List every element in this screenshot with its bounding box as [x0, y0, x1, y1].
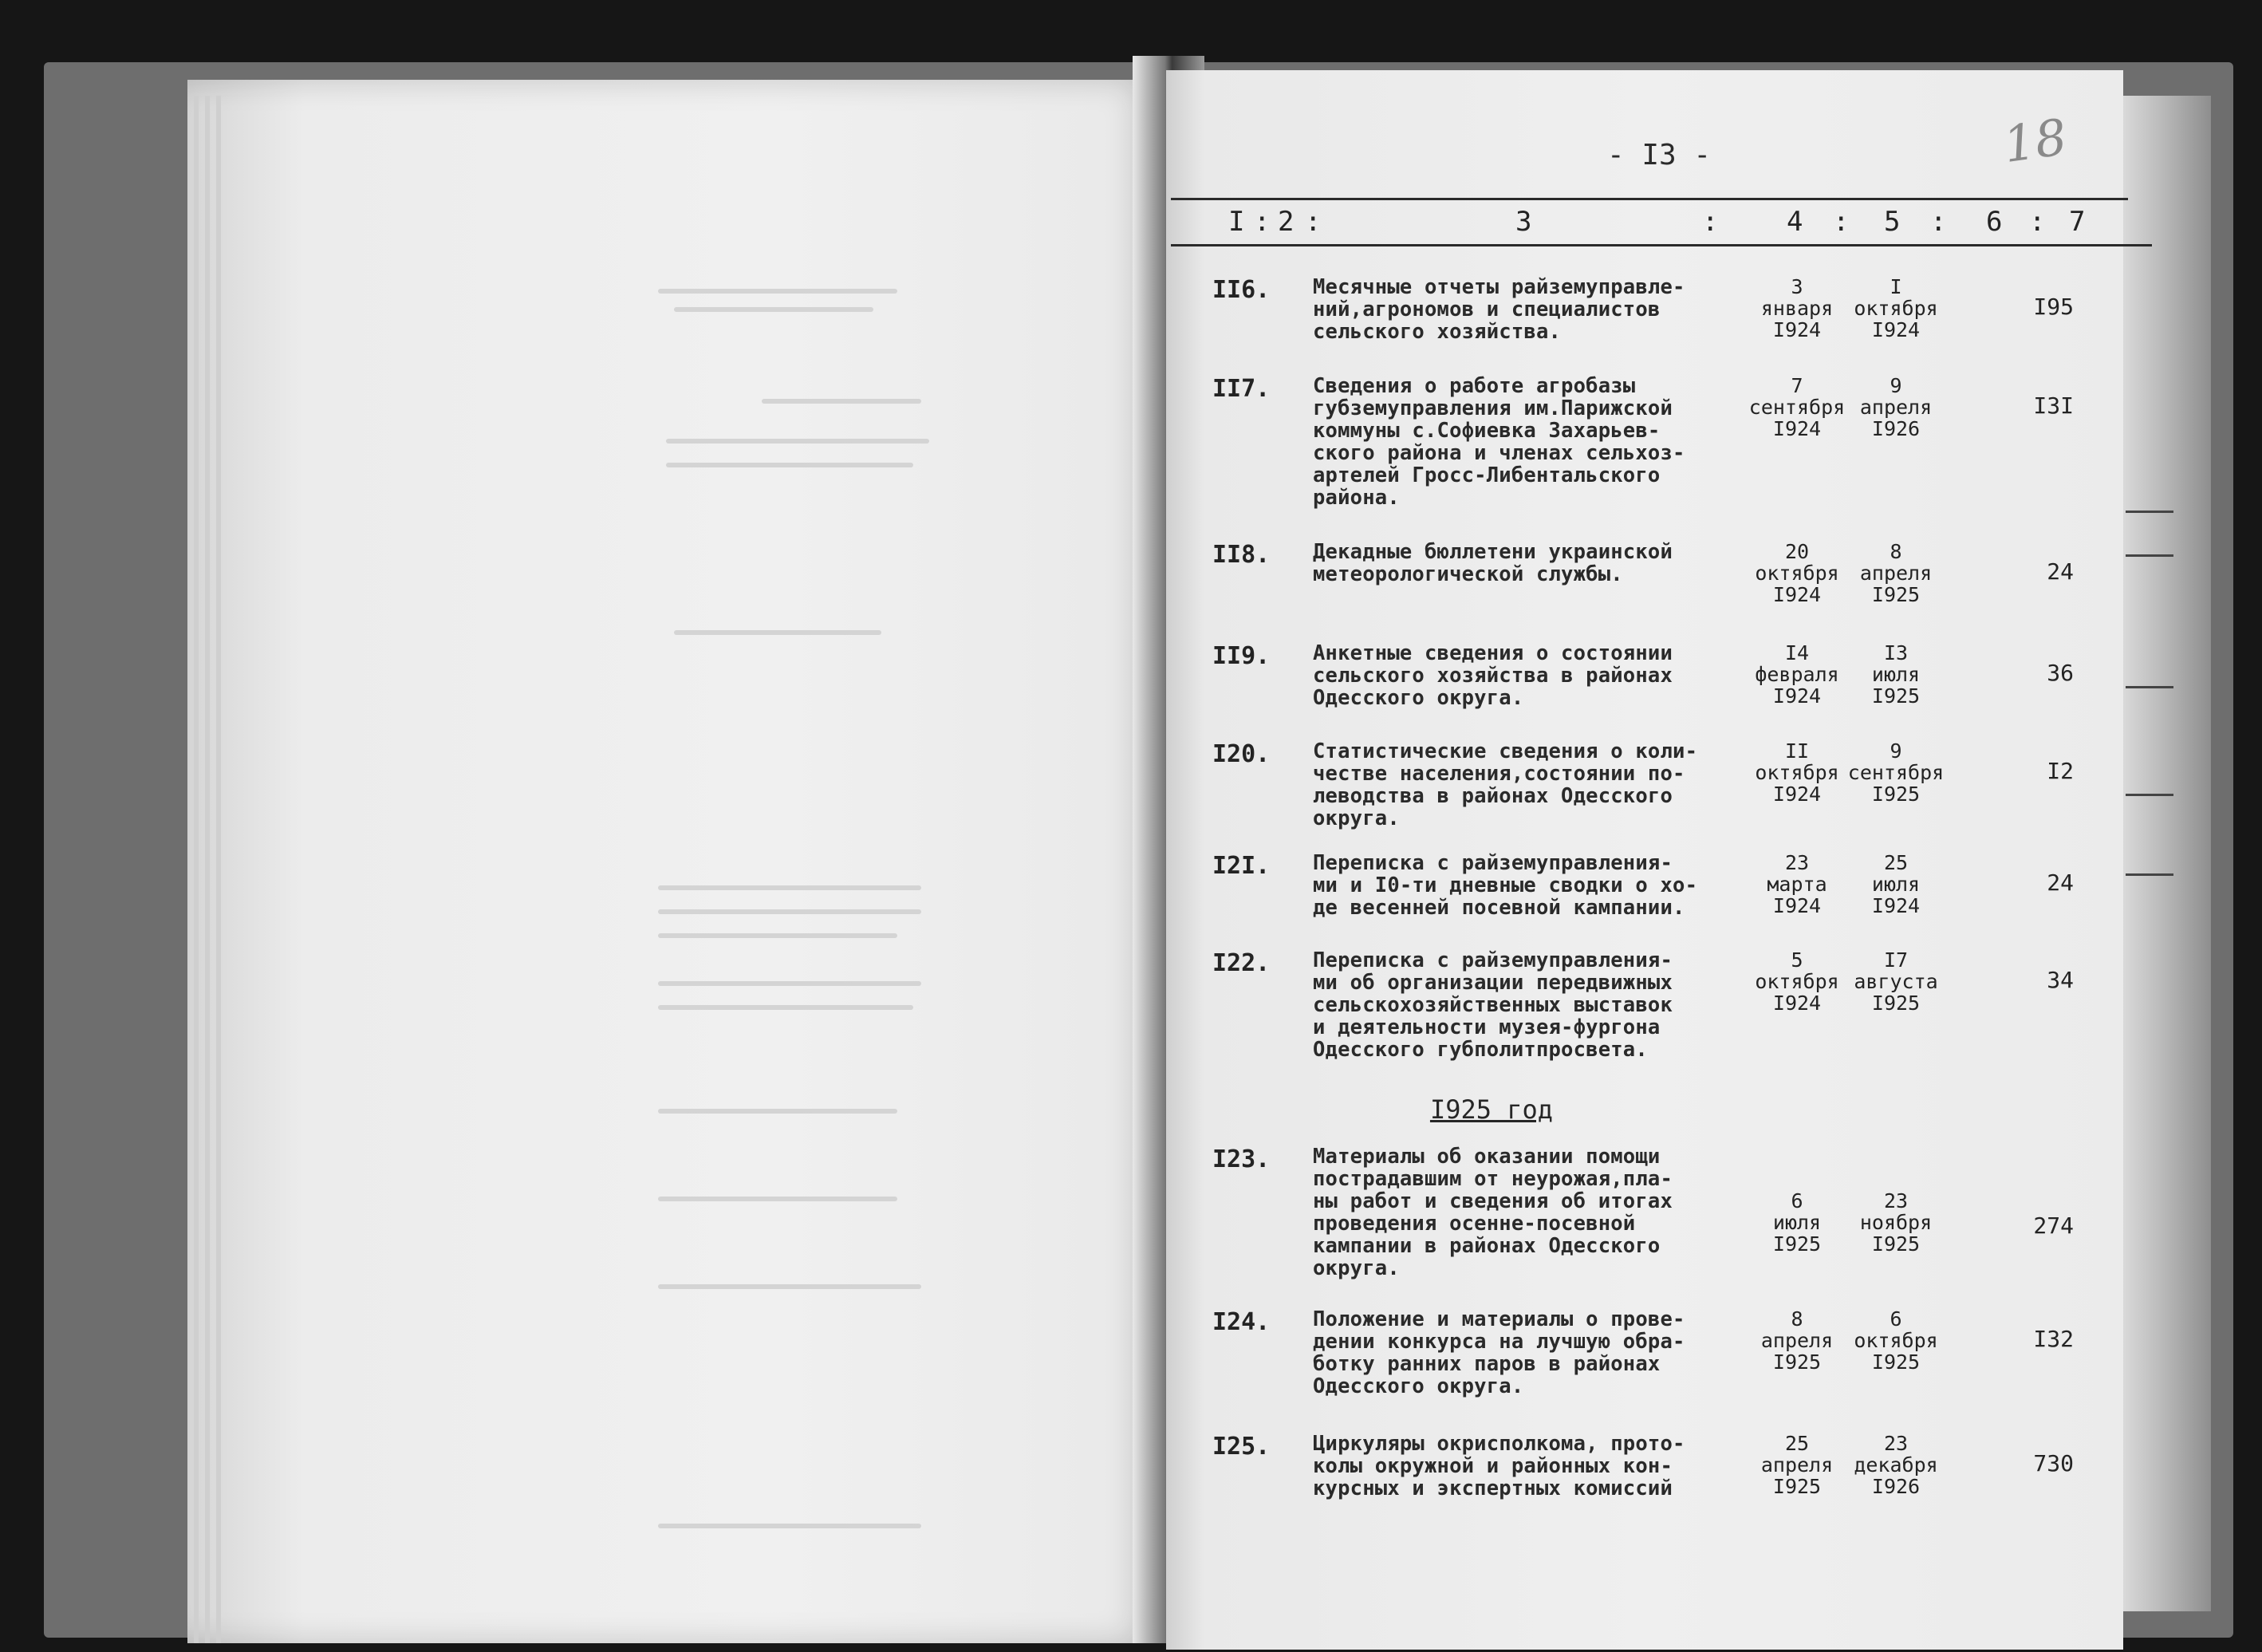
bleed-through-mark [658, 981, 921, 986]
date-part: марта [1767, 873, 1827, 896]
entry-sheet-count: I32 [2033, 1326, 2074, 1352]
date-part: I924 [1871, 318, 1921, 341]
date-part: октября [1755, 761, 1839, 784]
date-part: февраля [1755, 663, 1839, 686]
entry-title-line: леводства в районах Одесского [1313, 784, 1673, 808]
entry-title-line: Месячные отчеты райземуправле- [1313, 275, 1685, 299]
bleed-through-mark [658, 885, 921, 890]
date-part: 25 [1883, 851, 1909, 874]
page-stack-edge [2123, 96, 2211, 1611]
page-number: - I3 - [1606, 139, 1712, 172]
entry-number: II7. [1212, 375, 1271, 403]
date-part: I924 [1772, 684, 1822, 708]
header-rule-bottom [1171, 244, 2152, 246]
column-separator: : [2029, 206, 2046, 238]
entry-sheet-count: 24 [2047, 558, 2074, 585]
date-part: июля [1871, 663, 1921, 686]
header-rule-top [1171, 198, 2128, 200]
date-part: I [1890, 275, 1902, 298]
entry-number: II9. [1212, 642, 1271, 670]
entry-title-line: сельского хозяйства в районах [1313, 664, 1673, 688]
entry-title-line: Переписка с райземуправления- [1313, 851, 1673, 875]
date-part: октября [1755, 970, 1839, 993]
bleed-through-mark [658, 1197, 897, 1201]
entry-date-end [1844, 1308, 1948, 1373]
date-part: января [1760, 297, 1834, 320]
date-part: 23 [1883, 1189, 1909, 1212]
entry-number: II6. [1212, 276, 1271, 304]
date-part: 25 [1784, 1432, 1810, 1455]
entry-number: I25. [1212, 1433, 1271, 1461]
date-part: 9 [1890, 374, 1902, 397]
column-number: I [1228, 206, 1245, 238]
entry-title-line: Декадные бюллетени украинской [1313, 540, 1673, 564]
entry-title-line: честве населения,состоянии по- [1313, 762, 1685, 786]
entry-date-end [1844, 949, 1948, 1014]
date-part: 20 [1784, 540, 1810, 563]
entry-title-line: ского района и членах сельхоз- [1313, 441, 1685, 465]
edge-tick [2126, 686, 2173, 688]
entry-sheet-count: 730 [2033, 1450, 2074, 1477]
entry-title [1313, 949, 1720, 1061]
date-part: I925 [1871, 583, 1921, 606]
entry-title-line: пострадавшим от неурожая,пла- [1313, 1167, 1673, 1191]
entry-title-line: округа. [1313, 1256, 1400, 1280]
date-part: июля [1871, 873, 1921, 896]
column-number: 5 [1884, 206, 1901, 238]
entry-date-end [1844, 375, 1948, 440]
entry-title-line: колы окружной и районных кон- [1313, 1454, 1673, 1478]
entry-date-end [1844, 276, 1948, 341]
date-part: 7 [1791, 374, 1803, 397]
date-part: I924 [1871, 894, 1921, 917]
date-part: I925 [1871, 992, 1921, 1015]
date-part: 6 [1890, 1307, 1902, 1331]
date-part: I925 [1871, 1350, 1921, 1374]
entry-number: I22. [1212, 949, 1271, 977]
entry-date-start [1745, 852, 1849, 917]
date-part: 23 [1883, 1432, 1909, 1455]
year-heading: I925 год [1429, 1094, 1554, 1125]
bleed-through-mark [658, 1005, 913, 1010]
entry-date-start [1745, 1308, 1849, 1373]
entry-title [1313, 1145, 1720, 1279]
bleed-through-mark [674, 630, 881, 635]
entry-title [1313, 852, 1720, 919]
entry-date-end [1844, 642, 1948, 707]
entry-title [1313, 642, 1720, 709]
date-part: I925 [1871, 684, 1921, 708]
entry-title-line: сельского хозяйства. [1313, 320, 1562, 344]
date-part: 8 [1890, 540, 1902, 563]
column-separator: : [1702, 206, 1719, 238]
bleed-through-mark [666, 463, 913, 467]
date-part: сентября [1847, 761, 1945, 784]
page-edge [216, 96, 221, 1643]
entry-number: I20. [1212, 740, 1271, 768]
bleed-through-mark [674, 307, 873, 312]
entry-sheet-count: 274 [2033, 1212, 2074, 1239]
date-part: I926 [1871, 417, 1921, 440]
entry-number: I24. [1212, 1308, 1271, 1336]
date-part: I926 [1871, 1475, 1921, 1498]
entry-number: I23. [1212, 1145, 1271, 1173]
column-separator: : [1930, 206, 1947, 238]
entry-sheet-count: I2 [2047, 758, 2074, 784]
page-edge [194, 96, 199, 1643]
entry-title-line: Одесского округа. [1313, 686, 1524, 710]
date-part: I925 [1772, 1350, 1822, 1374]
entry-title-line: губземуправления им.Парижской [1313, 396, 1673, 420]
column-number: 4 [1787, 206, 1803, 238]
date-part: I924 [1772, 992, 1822, 1015]
entry-date-start [1745, 276, 1849, 341]
date-part: октября [1854, 297, 1938, 320]
date-part: апреля [1760, 1329, 1834, 1352]
column-separator: : [1833, 206, 1850, 238]
date-part: 3 [1791, 275, 1803, 298]
bleed-through-mark [658, 289, 897, 294]
date-part: I924 [1772, 783, 1822, 806]
entry-title-line: Одесского губполитпросвета. [1313, 1038, 1648, 1062]
entry-date-end [1844, 1190, 1948, 1255]
date-part: I924 [1772, 318, 1822, 341]
entry-title-line: метеорологической службы. [1313, 562, 1623, 586]
entry-title-line: ботку ранних паров в районах [1313, 1352, 1661, 1376]
page-edge [205, 96, 210, 1643]
entry-sheet-count: 24 [2047, 869, 2074, 896]
date-part: 8 [1791, 1307, 1803, 1331]
entry-title [1313, 1308, 1720, 1398]
date-part: I924 [1772, 417, 1822, 440]
entry-title-line: артелей Гросс-Либентальского [1313, 463, 1661, 487]
date-part: августа [1854, 970, 1938, 993]
entry-date-end [1844, 1433, 1948, 1497]
entry-date-start [1745, 740, 1849, 805]
entry-title-line: Циркуляры окрисполкома, прото- [1313, 1432, 1685, 1456]
entry-title-line: дении конкурса на лучшую обра- [1313, 1330, 1685, 1354]
entry-sheet-count: 36 [2047, 660, 2074, 686]
date-part: октября [1755, 562, 1839, 585]
entry-sheet-count: 34 [2047, 967, 2074, 993]
column-number: 2 [1278, 206, 1295, 238]
entry-date-end [1844, 852, 1948, 917]
entry-date-end [1844, 541, 1948, 605]
date-part: апреля [1859, 562, 1933, 585]
entry-number: II8. [1212, 541, 1271, 569]
entry-title-line: ний,агрономов и специалистов [1313, 298, 1661, 321]
entry-title [1313, 276, 1720, 343]
entry-title-line: ми об организации передвижных [1313, 971, 1673, 995]
bleed-through-mark [666, 439, 929, 444]
entry-title-line: Статистические сведения о коли- [1313, 739, 1698, 763]
date-part: декабря [1854, 1453, 1938, 1477]
date-part: I7 [1883, 948, 1909, 972]
column-separator: : [1254, 206, 1271, 238]
bleed-through-mark [658, 1109, 897, 1114]
column-header-row [1228, 206, 2114, 238]
entry-date-start [1745, 375, 1849, 440]
date-part: ноября [1859, 1211, 1933, 1234]
edge-tick [2126, 511, 2173, 513]
entry-date-start [1745, 1190, 1849, 1255]
entry-date-start [1745, 642, 1849, 707]
entry-date-start [1745, 949, 1849, 1014]
column-number: 3 [1515, 206, 1532, 238]
entry-title-line: Переписка с райземуправления- [1313, 948, 1673, 972]
column-separator: : [1305, 206, 1322, 238]
edge-tick [2126, 554, 2173, 557]
entry-title-line: курсных и экспертных комиссий [1313, 1477, 1673, 1500]
edge-tick [2126, 873, 2173, 876]
bleed-through-mark [658, 1524, 921, 1528]
date-part: I925 [1772, 1475, 1822, 1498]
entry-title-line: ны работ и сведения об итогах [1313, 1189, 1673, 1213]
date-part: апреля [1859, 396, 1933, 419]
date-part: I3 [1883, 641, 1909, 664]
date-part: I925 [1871, 1232, 1921, 1256]
date-part: октября [1854, 1329, 1938, 1352]
entry-title-line: кампании в районах Одесского [1313, 1234, 1661, 1258]
date-part: 6 [1791, 1189, 1803, 1212]
entry-date-start [1745, 1433, 1849, 1497]
entry-title-line: района. [1313, 486, 1400, 510]
date-part: I925 [1871, 783, 1921, 806]
date-part: 5 [1791, 948, 1803, 972]
entry-title-line: Одесского округа. [1313, 1374, 1524, 1398]
date-part: I924 [1772, 583, 1822, 606]
entry-date-start [1745, 541, 1849, 605]
entry-date-end [1844, 740, 1948, 805]
entry-title-line: сельскохозяйственных выставок [1313, 993, 1673, 1017]
entry-title-line: де весенней посевной кампании. [1313, 896, 1685, 920]
bleed-through-mark [762, 399, 921, 404]
date-part: I925 [1772, 1232, 1822, 1256]
left-page-blank [187, 80, 1161, 1643]
date-part: II [1784, 739, 1810, 763]
date-part: I924 [1772, 894, 1822, 917]
entry-title [1313, 541, 1720, 585]
entry-title-line: и деятельности музея-фургона [1313, 1015, 1661, 1039]
entry-sheet-count: I3I [2033, 392, 2074, 419]
date-part: апреля [1760, 1453, 1834, 1477]
entry-title-line: проведения осенне-посевной [1313, 1212, 1636, 1236]
entry-sheet-count: I95 [2033, 294, 2074, 320]
entry-title-line: округа. [1313, 806, 1400, 830]
date-part: I4 [1784, 641, 1810, 664]
entry-title-line: ми и I0-ти дневные сводки о хо- [1313, 873, 1698, 897]
date-part: июля [1772, 1211, 1822, 1234]
date-part: 23 [1784, 851, 1810, 874]
entry-title-line: коммуны с.Софиевка Захарьев- [1313, 419, 1661, 443]
column-number: 6 [1986, 206, 2003, 238]
entry-title-line: Положение и материалы о прове- [1313, 1307, 1685, 1331]
entry-title [1313, 375, 1720, 509]
edge-tick [2126, 794, 2173, 796]
entry-title [1313, 1433, 1720, 1500]
date-part: 9 [1890, 739, 1902, 763]
bleed-through-mark [658, 1284, 921, 1289]
column-number: 7 [2069, 206, 2086, 238]
entry-title-line: Сведения о работе агробазы [1313, 374, 1636, 398]
entry-title-line: Материалы об оказании помощи [1313, 1145, 1661, 1169]
entry-number: I2I. [1212, 852, 1271, 880]
date-part: сентября [1748, 396, 1846, 419]
bleed-through-mark [658, 909, 921, 914]
entry-title-line: Анкетные сведения о состоянии [1313, 641, 1673, 665]
bleed-through-mark [658, 933, 897, 938]
entry-title [1313, 740, 1720, 830]
folio-number-handwritten: 18 [2000, 107, 2071, 175]
